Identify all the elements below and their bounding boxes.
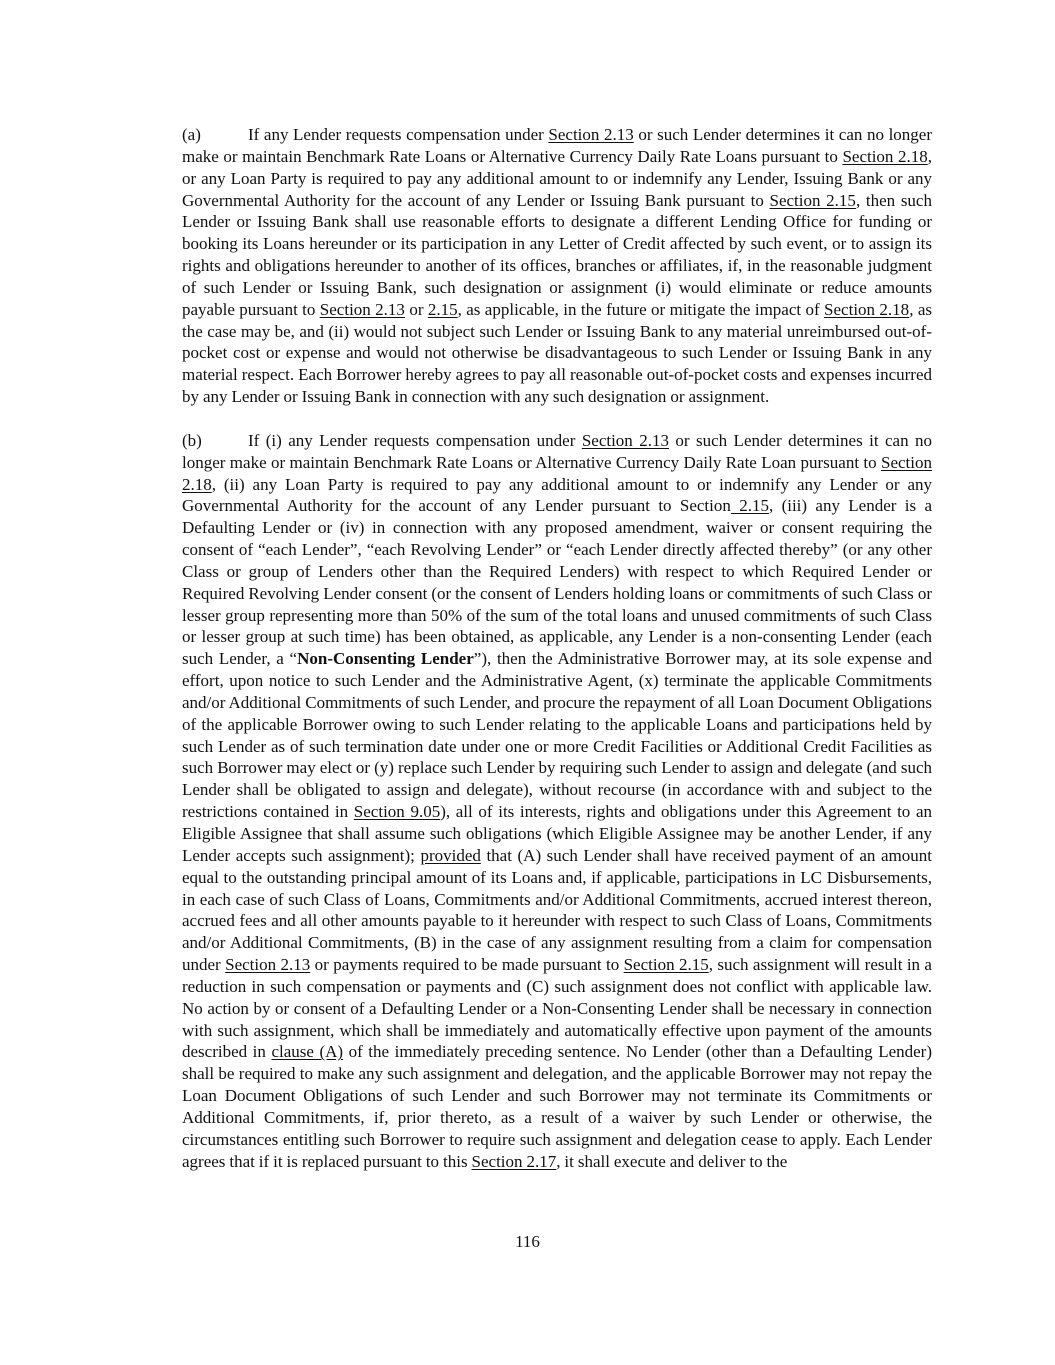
text-run: or such Lender determines it can no longer make or maintain Benchmark Rate Loans or Alternative Currency Daily Rate Loan pursuant to <box>182 430 932 472</box>
section-reference: Section 2.18 <box>182 452 932 494</box>
paragraph-b <box>124 430 932 1173</box>
text-run: , as applicable, in the future or mitigate the impact of <box>457 299 825 319</box>
text-run: , it shall execute and deliver to the <box>556 1151 788 1171</box>
section-reference: Section 2.13 <box>319 299 405 319</box>
section-reference: Section 2.18 <box>824 299 910 319</box>
text-run: or such Lender determines it can no longer make or maintain Benchmark Rate Loans or Alternative Currency Daily Rate Loans pursuant to <box>182 125 932 166</box>
text-run: that (A) such Lender shall have received payment of an amount equal to the outstanding principal amount of its Loans and, if applicable, participations in LC Disbursements, in each case of such Class of Loans, Commitments and/or Additional Commitments, accrued interest thereon, accrued fees and all other amounts payable to it hereunder with respect to such Class of Loans, Commitments and/or Additional Commitments, (B) in the case of any assignment resulting from a claim for compensation under <box>182 845 932 975</box>
paragraph-label: (a) <box>182 125 201 144</box>
page-number: 116 <box>515 1232 540 1251</box>
text-run: of the immediately preceding sentence. No Lender (other than a Defaulting Lender) shall be required to make any such assignment and delegation, and the applicable Borrower may not repay the Loan Document Obligations of such Lender and such Borrower may not terminate its Commitments or Additional Commitments, if, prior thereto, as a result of a waiver by such Lender or otherwise, the circumstances entitling such Borrower to require such assignment and delegation cease to apply. Each Lender agrees that if it is replaced pursuant to this <box>182 1042 932 1171</box>
section-reference: 2.15 <box>730 496 769 516</box>
text-run: , or any Loan Party is required to pay any additional amount to or indemnify any Lender, Issuing Bank or any Governmental Authority for the account of any Lender or Issuing Bank pursuant to <box>182 146 932 210</box>
text-run: , then such Lender or Issuing Bank shall use reasonable efforts to designate a different Lending Office for funding or booking its Loans hereunder or its participation in any Letter of Credit affected by such event, or to assign its rights and obligations hereunder to another of its offices, branches or affiliates, if, in the reasonable judgment of such Lender or Issuing Bank, such designation or assignment (i) would eliminate or reduce amounts payable pursuant to <box>182 190 932 319</box>
document-body <box>124 124 932 1173</box>
section-reference: Section 2.13 <box>581 430 669 450</box>
section-reference: Section 2.17 <box>471 1151 557 1171</box>
text-run: , such assignment will result in a reduction in such compensation or payments and (C) such assignment does not conflict with applicable law. No action by or consent of a Defaulting Lender or a Non-Consenting Lender shall be necessary in connection with such assignment, which shall be immediately and automatically effective upon payment of the amounts described in <box>182 955 932 1062</box>
section-reference: provided <box>420 845 481 865</box>
section-reference: 2.15 <box>427 299 458 319</box>
text-run: ”), then the Administrative Borrower may, at its sole expense and effort, upon notice to such Lender and the Administrative Agent, (x) terminate the applicable Commitments and/or Additional Commitments of such Lender, and procure the repayment of all Loan Document Obligations of the applicable Borrower owing to such Lender relating to the applicable Loans and participations held by such Lender as of such termination date under one or more Credit Facilities or Additional Credit Facilities as such Borrower may elect or (y) replace such Lender by requiring such Lender to assign and delegate (and such Lender shall be obligated to assign and delegate), without recourse (in accordance with and subject to the restrictions contained in <box>182 649 932 822</box>
paragraph-text <box>182 431 932 1171</box>
text-run: or <box>404 299 428 319</box>
defined-term: Non-Consenting Lender <box>297 649 474 669</box>
paragraph-a <box>124 124 932 408</box>
text-run: If any Lender requests compensation under <box>248 125 549 144</box>
paragraph-text <box>182 125 932 406</box>
paragraph-label: (b) <box>182 430 202 450</box>
text-run: , (iii) any Lender is a Defaulting Lender or (iv) in connection with any proposed amendment, waiver or consent requiring the consent of “each Lender”, “each Revolving Lender” or “each Lender directly affected thereby” (or any other Class or group of Lenders other than the Required Lenders) with respect to which Required Lender or Required Revolving Lender consent (or the consent of Lenders holding loans or commitments of such Class or lesser group representing more than 50% of the sum of the total loans and unused commitments of such Class or lesser group at such time) has been obtained, as applicable, any Lender is a non-consenting Lender (each such Lender, a “ <box>182 496 933 669</box>
section-reference: clause (A) <box>271 1042 344 1062</box>
section-reference: Section 2.15 <box>769 190 856 210</box>
text-run: , (ii) any Loan Party is required to pay any additional amount to or indemnify any Lender or any Governmental Authority for the account of any Lender pursuant to Section <box>182 474 932 516</box>
section-reference: Section 2.13 <box>225 955 311 975</box>
text-run: , as the case may be, and (ii) would not subject such Lender or Issuing Bank to any material unreimbursed out-of-pocket cost or expense and would not otherwise be disadvantageous to such Lender or Issuing Bank in any material respect. Each Borrower hereby agrees to pay all reasonable out-of-pocket costs and expenses incurred by any Lender or Issuing Bank in connection with any such designation or assignment. <box>182 299 932 407</box>
text-run: ), all of its interests, rights and obligations under this Agreement to an Eligible Assignee that shall assume such obligations (which Eligible Assignee may be another Lender, if any Lender accepts such assignment); <box>182 802 932 865</box>
section-reference: Section 9.05 <box>353 802 441 822</box>
section-reference: Section 2.18 <box>842 146 928 166</box>
section-reference: Section 2.15 <box>623 955 709 975</box>
text-run: or payments required to be made pursuant to <box>310 955 624 975</box>
section-reference: Section 2.13 <box>548 125 634 144</box>
text-run: If (i) any Lender requests compensation under <box>248 430 582 450</box>
